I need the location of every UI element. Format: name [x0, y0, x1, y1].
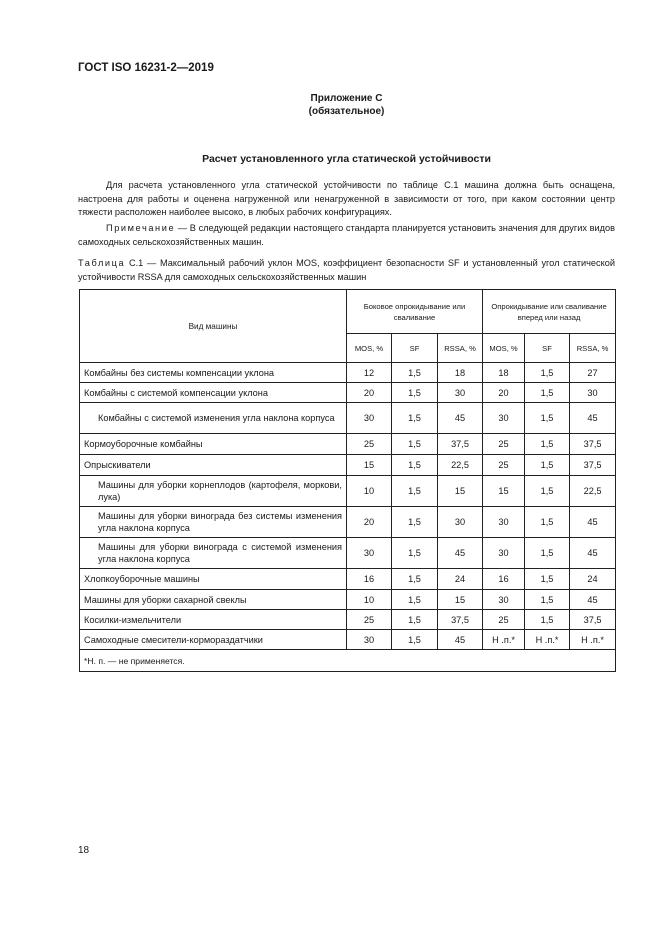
- machine-name: Хлопкоуборочные машины: [80, 569, 347, 590]
- value-cell: 25: [347, 610, 392, 630]
- subheader-cell: RSSA, %: [570, 334, 616, 363]
- value-cell: 30: [347, 630, 392, 650]
- value-cell: 30: [438, 383, 483, 403]
- subheader-cell: SF: [525, 334, 570, 363]
- machine-name: Кормоуборочные комбайны: [80, 434, 347, 455]
- value-cell: 37,5: [570, 455, 616, 476]
- value-cell: 1,5: [525, 476, 570, 507]
- intro-paragraph: [78, 179, 615, 220]
- table-row: [80, 476, 616, 507]
- table-row: [80, 610, 616, 630]
- value-cell: 1,5: [525, 590, 570, 610]
- value-cell: 45: [438, 630, 483, 650]
- footnote-row: [80, 650, 616, 672]
- value-cell: 1,5: [525, 569, 570, 590]
- side-group-header: Боковое опрокидывание или сваливание: [347, 290, 483, 334]
- value-cell: 45: [570, 538, 616, 569]
- table-row: [80, 569, 616, 590]
- value-cell: 25: [483, 455, 525, 476]
- value-cell: 45: [570, 590, 616, 610]
- value-cell: Н .п.*: [483, 630, 525, 650]
- table-row: [80, 630, 616, 650]
- value-cell: 30: [570, 383, 616, 403]
- stability-table: [79, 289, 616, 672]
- caption-label: Таблица: [78, 258, 126, 268]
- value-cell: 1,5: [525, 434, 570, 455]
- value-cell: 16: [483, 569, 525, 590]
- value-cell: 1,5: [392, 610, 438, 630]
- value-cell: 25: [483, 610, 525, 630]
- value-cell: 18: [438, 363, 483, 383]
- section-title: Расчет установленного угла статической устойчивости: [202, 153, 491, 165]
- value-cell: 15: [438, 590, 483, 610]
- value-cell: 24: [570, 569, 616, 590]
- value-cell: 1,5: [525, 610, 570, 630]
- machine-name: Машины для уборки винограда с системой изменения угла наклона корпуса: [80, 538, 347, 569]
- subheader-cell: SF: [392, 334, 438, 363]
- value-cell: 30: [438, 507, 483, 538]
- value-cell: 22,5: [438, 455, 483, 476]
- value-cell: 1,5: [392, 455, 438, 476]
- value-cell: 1,5: [525, 383, 570, 403]
- value-cell: 37,5: [570, 610, 616, 630]
- note-label: Примечание: [106, 223, 176, 233]
- value-cell: 1,5: [525, 363, 570, 383]
- machine-name: Опрыскиватели: [80, 455, 347, 476]
- table-caption: [78, 257, 615, 284]
- note-paragraph: [78, 222, 615, 249]
- value-cell: 1,5: [525, 455, 570, 476]
- table-row: [80, 363, 616, 383]
- value-cell: 10: [347, 590, 392, 610]
- table-row: [80, 383, 616, 403]
- value-cell: 1,5: [392, 403, 438, 434]
- subheader-cell: RSSA, %: [438, 334, 483, 363]
- machine-name: Машины для уборки корнеплодов (картофеля, моркови, лука): [80, 476, 347, 507]
- value-cell: 25: [483, 434, 525, 455]
- value-cell: 1,5: [392, 434, 438, 455]
- value-cell: 30: [483, 538, 525, 569]
- value-cell: 15: [438, 476, 483, 507]
- appendix-heading: [0, 92, 661, 118]
- value-cell: 1,5: [392, 538, 438, 569]
- table-row: [80, 507, 616, 538]
- machine-name: Косилки-измельчители: [80, 610, 347, 630]
- value-cell: 30: [483, 590, 525, 610]
- table-row: [80, 590, 616, 610]
- value-cell: 1,5: [392, 363, 438, 383]
- value-cell: 45: [438, 538, 483, 569]
- value-cell: 20: [347, 507, 392, 538]
- value-cell: 30: [483, 403, 525, 434]
- value-cell: 37,5: [438, 434, 483, 455]
- value-cell: 24: [438, 569, 483, 590]
- header-row: [80, 290, 616, 334]
- value-cell: 15: [347, 455, 392, 476]
- table-row: [80, 455, 616, 476]
- subheader-cell: MOS, %: [483, 334, 525, 363]
- col-machine-header: Вид машины: [80, 290, 347, 363]
- caption-text: С.1 — Максимальный рабочий уклон MOS, коэффициент безопасности SF и установленный угол статической устойчивости RSSA для самоходных сельскохозяйственных машин: [78, 258, 615, 282]
- value-cell: 1,5: [525, 507, 570, 538]
- table-row: [80, 434, 616, 455]
- value-cell: 15: [483, 476, 525, 507]
- value-cell: 1,5: [392, 383, 438, 403]
- value-cell: 30: [347, 538, 392, 569]
- document-id: ГОСТ ISO 16231-2—2019: [78, 62, 214, 74]
- machine-name: Машины для уборки винограда без системы изменения угла наклона корпуса: [80, 507, 347, 538]
- value-cell: 1,5: [392, 630, 438, 650]
- value-cell: 1,5: [392, 569, 438, 590]
- value-cell: 22,5: [570, 476, 616, 507]
- value-cell: 18: [483, 363, 525, 383]
- value-cell: 1,5: [392, 476, 438, 507]
- appendix-status: (обязательное): [308, 106, 385, 117]
- value-cell: 37,5: [570, 434, 616, 455]
- value-cell: 45: [570, 507, 616, 538]
- value-cell: 1,5: [525, 538, 570, 569]
- machine-name: Комбайны с системой компенсации уклона: [80, 383, 347, 403]
- value-cell: 30: [483, 507, 525, 538]
- value-cell: 20: [347, 383, 392, 403]
- value-cell: 27: [570, 363, 616, 383]
- table-footnote: *Н. п. — не применяется.: [80, 650, 616, 672]
- machine-name: Самоходные смесители-кормораздатчики: [80, 630, 347, 650]
- intro-text: Для расчета установленного угла статической устойчивости по таблице С.1 машина должна быть оснащена, настроена для работы и оценена нагруженной или ненагруженной в зависимости от того, при каком состоянии центр тяжести расположен наиболее высоко, в любых рабочих конфигурациях.: [78, 180, 615, 217]
- value-cell: 45: [570, 403, 616, 434]
- value-cell: 20: [483, 383, 525, 403]
- page-number: 18: [78, 845, 90, 856]
- value-cell: 1,5: [392, 507, 438, 538]
- value-cell: 10: [347, 476, 392, 507]
- value-cell: 30: [347, 403, 392, 434]
- value-cell: 37,5: [438, 610, 483, 630]
- table-row: [80, 538, 616, 569]
- value-cell: 45: [438, 403, 483, 434]
- table-row: [80, 403, 616, 434]
- value-cell: 16: [347, 569, 392, 590]
- appendix-title: Приложение С: [310, 93, 383, 104]
- machine-name: Комбайны с системой изменения угла наклона корпуса: [80, 403, 347, 434]
- value-cell: 1,5: [392, 590, 438, 610]
- subheader-cell: MOS, %: [347, 334, 392, 363]
- front-group-header: Опрокидывание или сваливание вперед или назад: [483, 290, 616, 334]
- machine-name: Комбайны без системы компенсации уклона: [80, 363, 347, 383]
- value-cell: 25: [347, 434, 392, 455]
- value-cell: Н .п.*: [570, 630, 616, 650]
- value-cell: Н .п.*: [525, 630, 570, 650]
- machine-name: Машины для уборки сахарной свеклы: [80, 590, 347, 610]
- value-cell: 12: [347, 363, 392, 383]
- note-text: — В следующей редакции настоящего стандарта планируется установить значения для других видов самоходных сельскохозяйственных машин.: [78, 223, 615, 247]
- value-cell: 1,5: [525, 403, 570, 434]
